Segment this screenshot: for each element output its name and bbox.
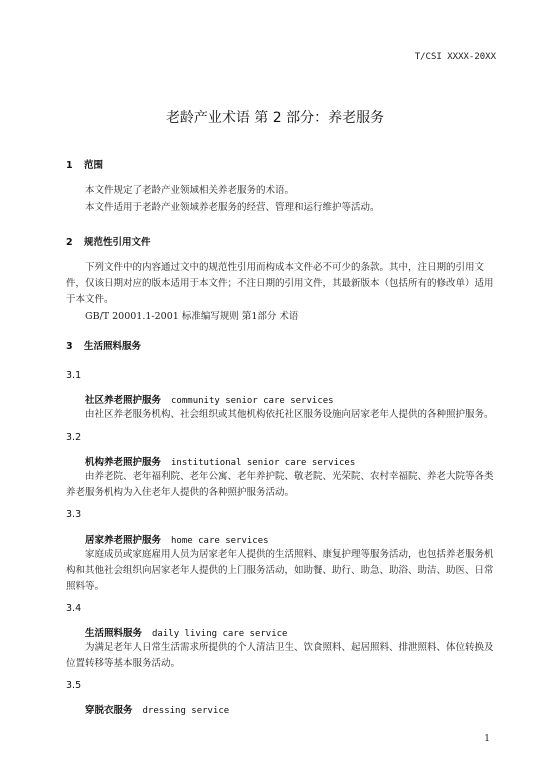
term-english: community senior care services: [171, 396, 334, 406]
reference-item: GB/T 20001.1-2001 标准编写规则 第1部分 术语: [85, 311, 299, 322]
section-number: 1: [66, 160, 73, 171]
term-number: 3.3: [66, 509, 82, 520]
page-title: 老龄产业术语 第 2 部分：养老服务: [165, 110, 385, 126]
term-definition: 家庭成员或家庭雇用人员为居家老年人提供的生活照料、康复护理等服务活动，也包括养老服务机构和其他社会组织向居家老年人提供的上门服务活动，如助餐、助行、助急、助浴、助洁、助医、日常照料等。: [66, 549, 494, 592]
term-heading: [85, 532, 269, 546]
section-title: 范围: [84, 160, 104, 171]
scope-paragraph-1: 本文件规定了老龄产业领域相关养老服务的术语。: [85, 185, 295, 196]
term-heading: [85, 454, 355, 468]
section-number: 3: [66, 341, 73, 352]
term-number: 3.2: [66, 432, 82, 443]
term-chinese: 居家养老照护服务: [85, 535, 162, 546]
scope-paragraph-2: 本文件适用于老龄产业领域养老服务的经营、管理和运行维护等活动。: [85, 202, 380, 213]
term-heading: [85, 702, 229, 716]
term-chinese: 机构养老照护服务: [85, 457, 162, 468]
term-number: 3.1: [66, 370, 82, 381]
page-number: 1: [484, 734, 490, 744]
term-chinese: 穿脱衣服务: [85, 705, 133, 716]
term-chinese: 社区养老照护服务: [85, 395, 162, 406]
standard-code: T/CSI XXXX-20XX: [414, 52, 496, 62]
term-chinese: 生活照料服务: [85, 628, 143, 639]
term-heading: [85, 625, 287, 639]
term-number: 3.5: [66, 680, 82, 691]
term-definition: 由养老院、老年福利院、老年公寓、老年养护院、敬老院、光荣院、农村幸福院、养老大院等各类养老服务机构为入住老年人提供的各种照护服务活动。: [66, 471, 494, 498]
section-heading-scope: [66, 157, 103, 171]
term-english: home care services: [171, 536, 269, 546]
section-heading-normative-references: [66, 234, 151, 248]
term-number: 3.4: [66, 603, 82, 614]
section-title: 规范性引用文件: [84, 237, 151, 248]
section-title: 生活照料服务: [84, 341, 142, 352]
section-heading-daily-care: [66, 338, 141, 352]
references-paragraph: 下列文件中的内容通过文中的规范性引用而构成本文件必不可少的条款。其中，注日期的引用文件，仅该日期对应的版本适用于本文件；不注日期的引用文件，其最新版本（包括所有的修改单）适用于本文件。: [66, 262, 494, 305]
term-english: dressing service: [142, 706, 230, 716]
term-heading: [85, 392, 334, 406]
term-definition: 为满足老年人日常生活需求所提供的个人清洁卫生、饮食照料、起居照料、排泄照料、体位转换及位置转移等基本服务活动。: [66, 642, 494, 669]
term-english: institutional senior care services: [171, 458, 356, 468]
term-definition: 由社区养老服务机构、社会组织或其他机构依托社区服务设施向居家老年人提供的各种照护服务。: [85, 409, 494, 420]
term-english: daily living care service: [152, 629, 288, 639]
section-number: 2: [66, 237, 73, 248]
